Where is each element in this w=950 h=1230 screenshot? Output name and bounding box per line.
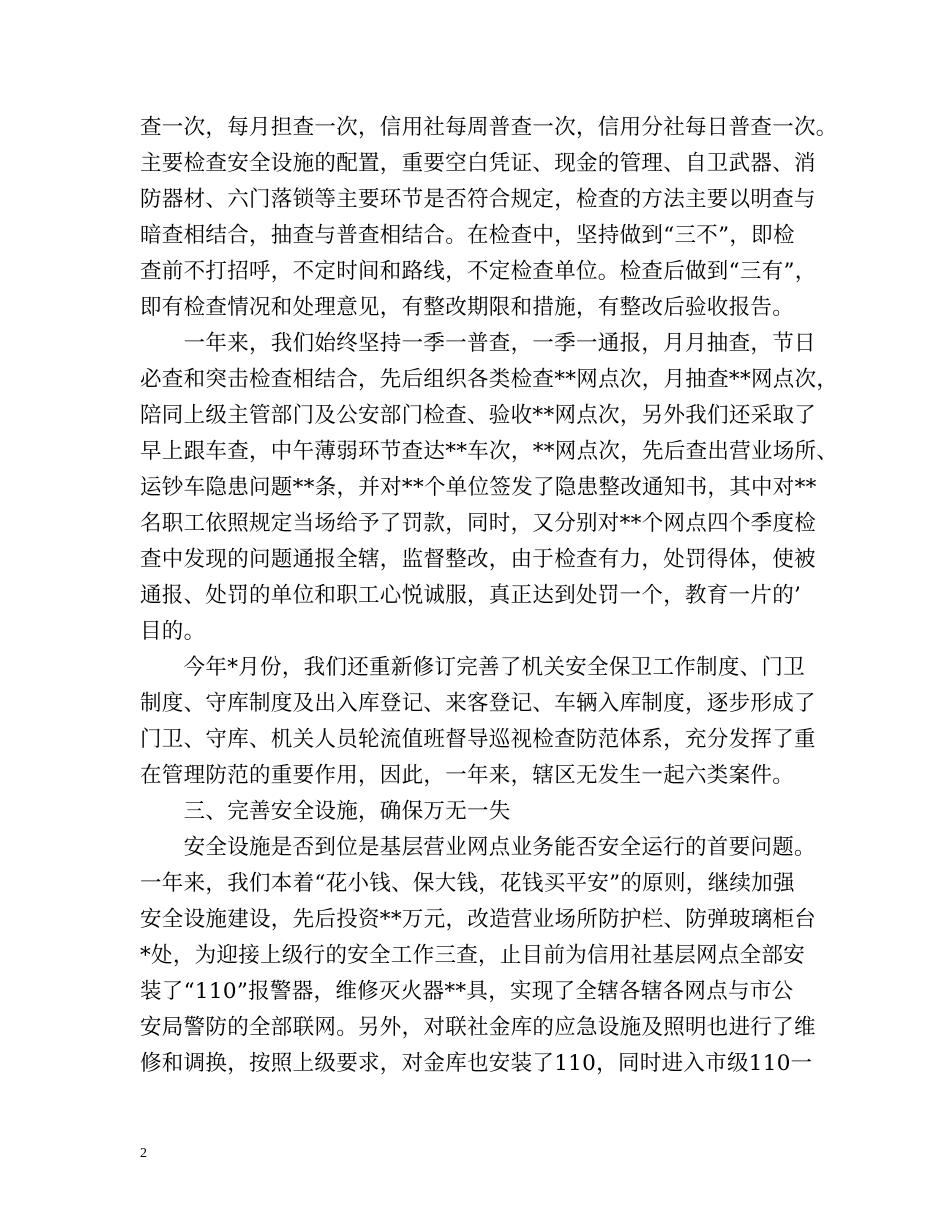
- body-text-line: 装了“110”报警器，维修灭火器**具，实现了全辖各辖各网点与市公: [140, 979, 794, 1004]
- body-text-line: 查前不打招呼，不定时间和路线，不定检查单位。检查后做到“三有”，: [140, 259, 817, 284]
- body-text-line: 一年来，我们本着“花小钱、保大钱，花钱买平安”的原则，继续加强: [140, 871, 795, 896]
- body-text-line: 今年*月份，我们还重新修订完善了机关安全保卫工作制度、门卫: [140, 655, 806, 680]
- body-text-line: 主要检查安全设施的配置，重要空白凭证、现金的管理、自卫武器、消: [140, 151, 816, 176]
- body-text-line: 暗查相结合，抽查与普查相结合。在检查中，坚持做到“三不”，即检: [140, 223, 795, 248]
- body-text-line: 通报、处罚的单位和职工心悦诚服，真正达到处罚一个，教育一片的’: [140, 583, 802, 608]
- body-text-line: 一年来，我们始终坚持一季一普查，一季一通报，月月抽查，节日: [140, 331, 816, 356]
- body-text-line: 安局警防的全部联网。另外，对联社金库的应急设施及照明也进行了维: [140, 1015, 816, 1040]
- body-text-line: 早上跟车查，中午薄弱环节查达**车次，**网点次，先后查出营业场所、: [140, 439, 839, 464]
- body-text-line: 运钞车隐患问题**条，并对**个单位签发了隐患整改通知书，其中对**: [140, 475, 817, 500]
- body-text-line: 安全设施是否到位是基层营业网点业务能否安全运行的首要问题。: [140, 835, 816, 860]
- body-text-line: 陪同上级主管部门及公安部门检查、验收**网点次，另外我们还采取了: [140, 403, 817, 428]
- body-text-line: 查中发现的问题通报全辖，监督整改，由于检查有力，处罚得体，使被: [140, 547, 816, 572]
- body-text-line: 防器材、六门落锁等主要环节是否符合规定，检查的方法主要以明查与: [140, 187, 816, 212]
- body-text-line: 即有检查情况和处理意见，有整改期限和措施，有整改后验收报告。: [140, 295, 795, 320]
- body-text-line: 安全设施建设，先后投资**万元，改造营业场所防护栏、防弹玻璃柜台: [140, 907, 817, 932]
- body-text-line: 制度、守库制度及出入库登记、来客登记、车辆入库制度，逐步形成了: [140, 691, 816, 716]
- body-text-line: 查一次，每月担查一次，信用社每周普查一次，信用分社每日普查一次。: [140, 115, 838, 140]
- page-number: 2: [140, 1146, 147, 1161]
- body-text-line: 在管理防范的重要作用，因此，一年来，辖区无发生一起六类案件。: [140, 763, 795, 788]
- body-text-line: 门卫、守库、机关人员轮流值班督导巡视检查防范体系，充分发挥了重: [140, 727, 816, 752]
- section-heading: 三、完善安全设施，确保万无一失: [140, 799, 511, 824]
- body-text-line: 修和调换，按照上级要求，对金库也安装了110，同时进入市级110一: [140, 1051, 813, 1076]
- body-text-line: 目的。: [140, 619, 206, 644]
- body-text-line: 名职工依照规定当场给予了罚款，同时，又分别对**个网点四个季度检: [140, 511, 817, 536]
- body-text-line: *处，为迎接上级行的安全工作三查，止目前为信用社基层网点全部安: [140, 943, 806, 968]
- body-text-line: 必查和突击检查相结合，先后组织各类检查**网点次，月抽查**网点次，: [140, 367, 839, 392]
